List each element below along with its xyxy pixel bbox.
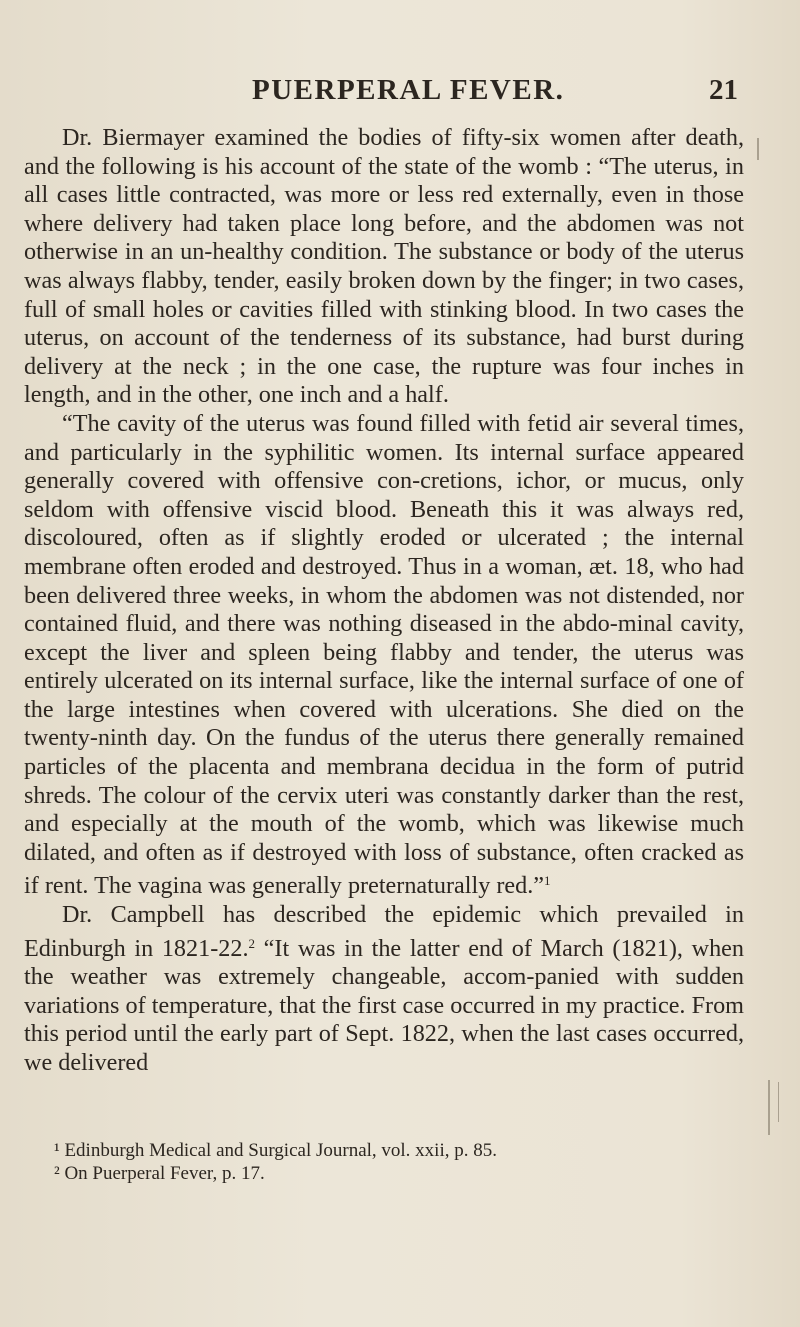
footnote-2: ² On Puerperal Fever, p. 17. (54, 1163, 265, 1184)
body-text (24, 124, 744, 1078)
page-number: 21 (709, 74, 738, 106)
paragraph-text: Dr. Campbell has described the epidemic which prevailed in Edinburgh in 1821-22. (24, 901, 744, 962)
footnote-1: ¹ Edinburgh Medical and Surgical Journal, vol. xxii, p. 85. (54, 1140, 497, 1161)
paragraph-uterus-cavity (24, 410, 744, 901)
footnote-reference: 2 (248, 935, 255, 951)
margin-mark (778, 1082, 779, 1122)
margin-mark (757, 138, 759, 160)
paragraph-text: Dr. Biermayer examined the bodies of fifty-six women after death, and the following is his account of the state of the womb : “The uterus, in all cases little contracted, was more or less red externally, even in those where delivery had taken place long before, and the abdomen was not otherwise in an un-healthy condition. The substance or body of the uterus was always flabby, tender, easily broken down by the finger; in two cases, full of small holes or cavities filled with stinking blood. In two cases the uterus, on account of the tenderness of its substance, had burst during delivery at the neck ; in the one case, the rupture was four inches in length, and in the other, one inch and a half. (24, 124, 744, 409)
running-title: PUERPERAL FEVER. (252, 74, 565, 106)
paragraph-text: “The cavity of the uterus was found filled with fetid air several times, and particularly in the syphilitic women. Its internal surface appeared generally covered with offensive con-cretions, ichor, or mucus, only seldom with offensive viscid blood. Beneath this it was always red, discoloured, often as if slightly eroded or ulcerated ; the internal membrane often eroded and destroyed. Thus in a woman, æt. 18, who had been delivered three weeks, in whom the abdomen was not distended, nor contained fluid, and there was nothing diseased in the abdo-minal cavity, except the liver and spleen being flabby and tender, the uterus was entirely ulcerated on its internal surface, like the internal surface of one of the large intestines when covered with ulcerations. She died on the twenty-ninth day. On the fundus of the uterus there generally remained particles of the placenta and membrana decidua in the form of putrid shreds. The colour of the cervix uteri was constantly darker than the rest, and especially at the mouth of the womb, which was likewise much dilated, and often as if destroyed with loss of substance, often cracked as if rent. The vagina was generally preternaturally red.” (24, 409, 744, 900)
margin-mark (768, 1080, 770, 1135)
page-header (0, 74, 800, 114)
paragraph-campbell (24, 901, 744, 1078)
paragraph-text-continued: “It was in the latter end of March (1821), when the weather was extremely changeable, accom-panied with sudden variations of temperature, that the first case occurred in my practice. From this period until the early part of Sept. 1822, when the last cases occurred, we delivered (24, 934, 745, 1076)
paragraph-biermayer (24, 124, 744, 410)
footnotes (24, 1139, 744, 1185)
footnote-reference: 1 (544, 873, 551, 889)
